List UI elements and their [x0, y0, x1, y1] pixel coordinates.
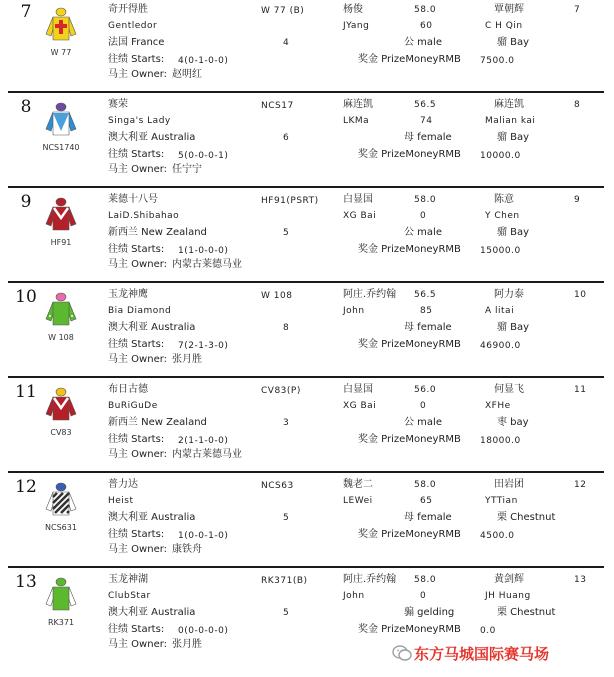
- entry-divider: [8, 186, 604, 188]
- sex: 母 female: [404, 512, 452, 523]
- entry-number: 9: [20, 192, 32, 212]
- horse-code: HF91: [50, 238, 72, 247]
- jockey-name-cn: 魏老二: [343, 479, 373, 490]
- trainer-name-cn: 麻连凯: [494, 99, 524, 110]
- owner-label: 马主 Owner:: [108, 69, 168, 80]
- owner-label: 马主 Owner:: [108, 164, 168, 175]
- trainer-name-cn: 覃朝辉: [494, 4, 524, 15]
- horse-code: NCS1740: [42, 143, 80, 152]
- brand: NCS63: [261, 481, 294, 491]
- entry-number: 11: [15, 382, 37, 402]
- coat-color: 栗 Chestnut: [497, 512, 556, 523]
- horse-name-cn: 赛荣: [108, 99, 128, 110]
- entry-divider: [8, 566, 604, 568]
- jockey-silk-icon: [44, 101, 78, 143]
- trainer-name-cn: 陈意: [494, 194, 514, 205]
- jockey-name-en: John: [343, 306, 365, 316]
- entry-divider: [8, 376, 604, 378]
- jockey-name-cn: 白显国: [343, 384, 373, 395]
- weight: 58.0: [414, 5, 437, 15]
- trainer-name-en: A litai: [485, 306, 515, 316]
- owner-value: 赵明红: [172, 69, 202, 80]
- rating: 0: [420, 401, 427, 411]
- horse-name-cn: 莱德十八号: [108, 194, 158, 205]
- horse-name-en: BuRiGuDe: [108, 401, 158, 411]
- weight: 56.0: [414, 385, 437, 395]
- prize-label: 奖金 PrizeMoneyRMB: [358, 529, 461, 540]
- rating: 74: [420, 116, 433, 126]
- horse-name-cn: 奇开得胜: [108, 4, 148, 15]
- brand: RK371(B): [261, 576, 308, 586]
- owner-value: 内蒙古莱德马业: [172, 449, 242, 460]
- sex: 公 male: [404, 227, 442, 238]
- coat-color: 栗 Chestnut: [497, 607, 556, 618]
- rating: 65: [420, 496, 433, 506]
- jockey-name-en: JYang: [343, 21, 370, 31]
- jockey-name-en: John: [343, 591, 365, 601]
- owner-value: 张月胜: [172, 639, 202, 650]
- horse-entry: [0, 380, 614, 475]
- prize-value: 46900.0: [480, 341, 521, 351]
- origin: 法国 France: [108, 37, 165, 48]
- starts-value: 5(0-0-0-1): [178, 151, 229, 161]
- prize-label: 奖金 PrizeMoneyRMB: [358, 434, 461, 445]
- wechat-logo-icon: [392, 643, 412, 663]
- entry-number: 12: [15, 477, 37, 497]
- starts-label: 往绩 Starts:: [108, 244, 165, 255]
- jockey-name-en: XG Bai: [343, 401, 377, 411]
- horse-name-en: Singa's Lady: [108, 116, 171, 126]
- barrier: 5: [283, 228, 290, 238]
- draw: 12: [574, 480, 587, 490]
- brand: W 77 (B): [261, 6, 305, 16]
- trainer-name-cn: 何显飞: [494, 384, 524, 395]
- trainer-name-en: YTTian: [485, 496, 518, 506]
- entry-divider: [8, 91, 604, 93]
- horse-entry: [0, 0, 614, 95]
- owner-label: 马主 Owner:: [108, 639, 168, 650]
- entry-number: 10: [15, 287, 37, 307]
- jockey-name-cn: 麻连凯: [343, 99, 373, 110]
- trainer-name-cn: 黄剑辉: [494, 574, 524, 585]
- prize-label: 奖金 PrizeMoneyRMB: [358, 244, 461, 255]
- horse-code: W 108: [48, 333, 74, 342]
- jockey-name-cn: 杨俊: [343, 4, 363, 15]
- prize-label: 奖金 PrizeMoneyRMB: [358, 54, 461, 65]
- horse-entry: [0, 190, 614, 285]
- origin: 新西兰 New Zealand: [108, 417, 207, 428]
- starts-value: 4(0-1-0-0): [178, 56, 229, 66]
- weight: 56.5: [414, 290, 437, 300]
- weight: 58.0: [414, 195, 437, 205]
- trainer-name-en: XFHe: [485, 401, 511, 411]
- owner-value: 张月胜: [172, 354, 202, 365]
- sex: 公 male: [404, 37, 442, 48]
- prize-label: 奖金 PrizeMoneyRMB: [358, 624, 461, 635]
- barrier: 3: [283, 418, 290, 428]
- horse-code: CV83: [50, 428, 72, 437]
- trainer-name-en: Malian kai: [485, 116, 536, 126]
- owner-label: 马主 Owner:: [108, 449, 168, 460]
- entry-number: 7: [20, 2, 32, 22]
- owner-label: 马主 Owner:: [108, 544, 168, 555]
- rating: 85: [420, 306, 433, 316]
- brand: W 108: [261, 291, 293, 301]
- origin: 澳大利亚 Australia: [108, 132, 196, 143]
- barrier: 4: [283, 38, 290, 48]
- trainer-name-cn: 阿力泰: [494, 289, 524, 300]
- rating: 60: [420, 21, 433, 31]
- horse-name-cn: 玉龙神湖: [108, 574, 148, 585]
- brand: CV83(P): [261, 386, 301, 396]
- watermark-text: 东方马城国际赛马场: [414, 645, 550, 663]
- owner-value: 任宁宁: [172, 164, 202, 175]
- horse-name-cn: 普力达: [108, 479, 138, 490]
- horse-name-en: Gentledor: [108, 21, 158, 31]
- jockey-silk-icon: [44, 481, 78, 523]
- draw: 8: [574, 100, 581, 110]
- jockey-name-cn: 阿庄.乔约翰: [343, 289, 397, 300]
- horse-name-en: Bia Diamond: [108, 306, 172, 316]
- starts-label: 往绩 Starts:: [108, 339, 165, 350]
- horse-name-cn: 玉龙神鹰: [108, 289, 148, 300]
- draw: 7: [574, 5, 581, 15]
- jockey-name-en: XG Bai: [343, 211, 377, 221]
- prize-value: 4500.0: [480, 531, 515, 541]
- owner-label: 马主 Owner:: [108, 354, 168, 365]
- owner-value: 康铁舟: [172, 544, 202, 555]
- owner-value: 内蒙古莱德马业: [172, 259, 242, 270]
- watermark: [392, 640, 612, 666]
- barrier: 5: [283, 608, 290, 618]
- jockey-name-en: LKMa: [343, 116, 370, 126]
- sex: 母 female: [404, 132, 452, 143]
- barrier: 6: [283, 133, 290, 143]
- horse-code: RK371: [47, 618, 75, 627]
- brand: NCS17: [261, 101, 294, 111]
- trainer-name-en: Y Chen: [485, 211, 520, 221]
- trainer-name-en: C H Qin: [485, 21, 523, 31]
- starts-label: 往绩 Starts:: [108, 624, 165, 635]
- origin: 澳大利亚 Australia: [108, 322, 196, 333]
- origin: 澳大利亚 Australia: [108, 512, 196, 523]
- prize-value: 10000.0: [480, 151, 521, 161]
- coat-color: 骝 Bay: [497, 322, 530, 333]
- coat-color: 骝 Bay: [497, 227, 530, 238]
- coat-color: 骝 Bay: [497, 37, 530, 48]
- horse-name-en: LaiD.Shibahao: [108, 211, 180, 221]
- prize-value: 0.0: [480, 626, 496, 636]
- trainer-name-cn: 田岩团: [494, 479, 524, 490]
- trainer-name-en: JH Huang: [485, 591, 531, 601]
- starts-label: 往绩 Starts:: [108, 529, 165, 540]
- entry-divider: [8, 471, 604, 473]
- starts-label: 往绩 Starts:: [108, 149, 165, 160]
- jockey-name-en: LEWei: [343, 496, 373, 506]
- draw: 9: [574, 195, 581, 205]
- coat-color: 枣 bay: [497, 417, 529, 428]
- draw: 10: [574, 290, 587, 300]
- jockey-silk-icon: [44, 196, 78, 238]
- jockey-name-cn: 白显国: [343, 194, 373, 205]
- jockey-silk-icon: [44, 291, 78, 333]
- horse-entry: [0, 475, 614, 570]
- barrier: 8: [283, 323, 290, 333]
- entry-number: 13: [15, 572, 37, 592]
- draw: 11: [574, 385, 587, 395]
- jockey-silk-icon: [44, 386, 78, 428]
- starts-value: 0(0-0-0-0): [178, 626, 229, 636]
- starts-label: 往绩 Starts:: [108, 434, 165, 445]
- coat-color: 骝 Bay: [497, 132, 530, 143]
- starts-value: 2(1-1-0-0): [178, 436, 229, 446]
- barrier: 5: [283, 513, 290, 523]
- prize-label: 奖金 PrizeMoneyRMB: [358, 149, 461, 160]
- jockey-silk-icon: [44, 576, 78, 618]
- starts-label: 往绩 Starts:: [108, 54, 165, 65]
- rating: 0: [420, 211, 427, 221]
- origin: 澳大利亚 Australia: [108, 607, 196, 618]
- brand: HF91(PSRT): [261, 196, 319, 206]
- horse-code: NCS631: [45, 523, 77, 532]
- prize-value: 18000.0: [480, 436, 521, 446]
- starts-value: 1(1-0-0-0): [178, 246, 229, 256]
- horse-code: W 77: [50, 48, 72, 57]
- jockey-silk-icon: [44, 6, 78, 48]
- weight: 58.0: [414, 575, 437, 585]
- prize-value: 7500.0: [480, 56, 515, 66]
- starts-value: 1(0-0-1-0): [178, 531, 229, 541]
- horse-name-cn: 布日古德: [108, 384, 148, 395]
- weight: 56.5: [414, 100, 437, 110]
- horse-name-en: ClubStar: [108, 591, 151, 601]
- prize-value: 15000.0: [480, 246, 521, 256]
- entry-divider: [8, 281, 604, 283]
- horse-entry: [0, 95, 614, 190]
- jockey-name-cn: 阿庄.乔约翰: [343, 574, 397, 585]
- rating: 0: [420, 591, 427, 601]
- horse-entry: [0, 285, 614, 380]
- horse-name-en: Heist: [108, 496, 134, 506]
- sex: 公 male: [404, 417, 442, 428]
- prize-label: 奖金 PrizeMoneyRMB: [358, 339, 461, 350]
- starts-value: 7(2-1-3-0): [178, 341, 229, 351]
- draw: 13: [574, 575, 587, 585]
- weight: 58.0: [414, 480, 437, 490]
- sex: 母 female: [404, 322, 452, 333]
- entry-number: 8: [20, 97, 32, 117]
- owner-label: 马主 Owner:: [108, 259, 168, 270]
- sex: 骟 gelding: [404, 607, 455, 618]
- origin: 新西兰 New Zealand: [108, 227, 207, 238]
